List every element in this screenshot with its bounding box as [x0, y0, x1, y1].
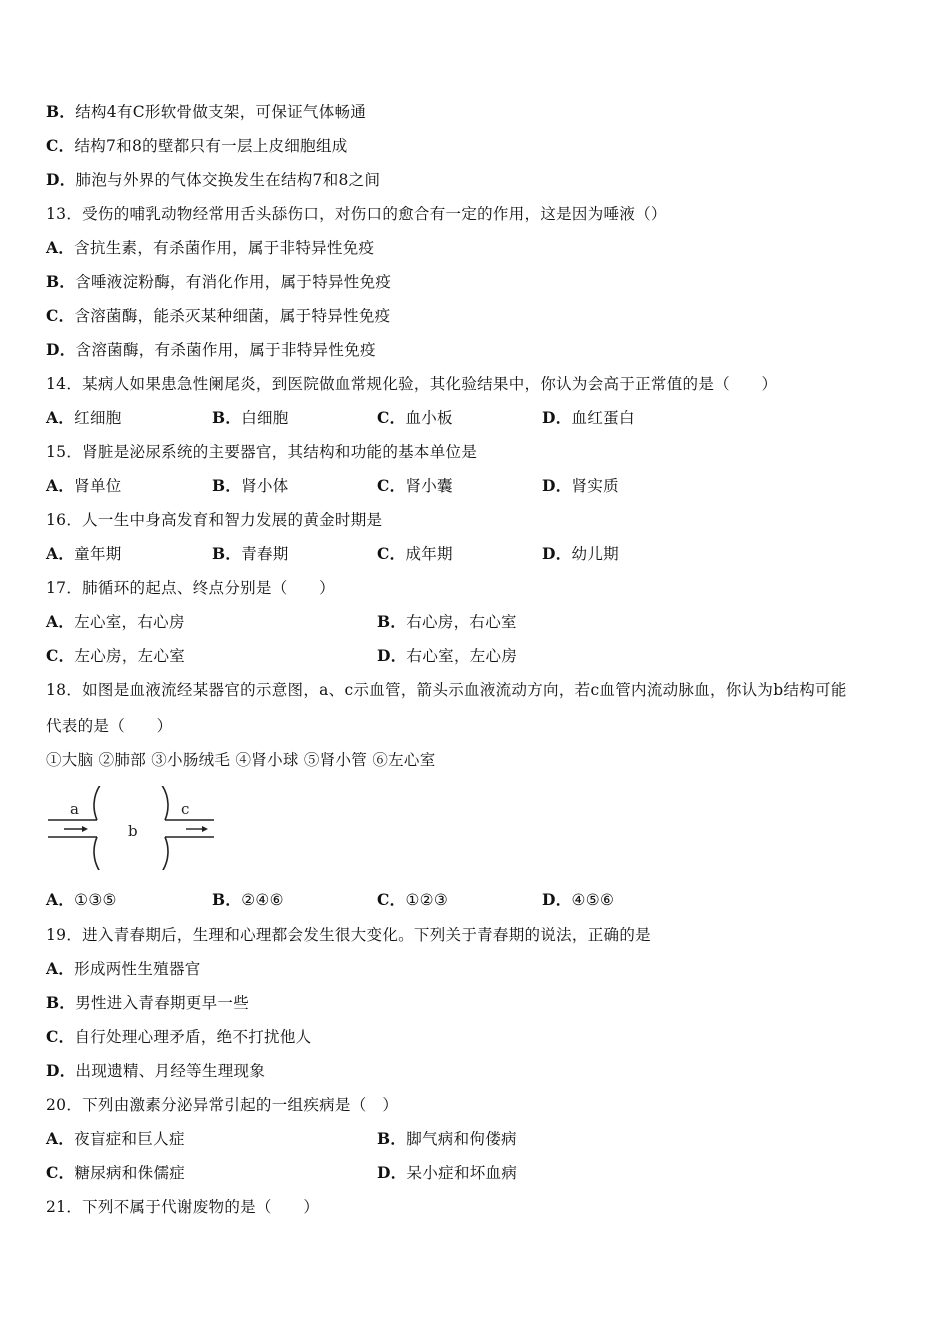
- option-text: 含溶菌酶，能杀灭某种细菌，属于特异性免疫: [74, 307, 391, 325]
- option-text: 肾单位: [74, 477, 122, 495]
- q14-option-c: [377, 408, 453, 428]
- q14-option-a: [46, 408, 122, 428]
- option-text: 男性进入青春期更早一些: [75, 994, 250, 1012]
- q12-option-d: [46, 170, 380, 190]
- option-text: 成年期: [405, 545, 453, 563]
- option-letter: A．: [46, 238, 75, 257]
- q20-options-row2: [46, 1163, 906, 1183]
- q17-option-b: [377, 612, 517, 632]
- blood-flow-diagram: [44, 786, 220, 870]
- q20-option-a: [46, 1129, 185, 1149]
- option-text: 左心室，右心房: [74, 613, 185, 631]
- q16-stem: 16．人一生中身高发育和智力发展的黄金时期是: [46, 511, 383, 529]
- option-text: 自行处理心理矛盾，绝不打扰他人: [74, 1028, 312, 1046]
- q14-option-d: [542, 408, 635, 428]
- option-text: 糖尿病和侏儒症: [74, 1164, 186, 1182]
- q14-stem: 14．某病人如果患急性阑尾炎，到医院做血常规化验，其化验结果中，你认为会高于正常值的是（ ）: [46, 375, 778, 393]
- q14-option-b: [212, 408, 289, 428]
- option-letter: B．: [212, 476, 242, 495]
- option-letter: C．: [46, 1163, 75, 1182]
- option-letter: B．: [46, 272, 76, 291]
- option-letter: B．: [377, 1129, 407, 1148]
- q19-option-c: [46, 1027, 311, 1047]
- option-text: 脚气病和佝偻病: [406, 1130, 517, 1148]
- option-text: ①③⑤: [74, 891, 117, 909]
- option-letter: A．: [46, 612, 75, 631]
- option-letter: D．: [542, 408, 572, 427]
- q15-option-d: [542, 476, 619, 496]
- option-text: 含抗生素，有杀菌作用，属于非特异性免疫: [74, 239, 375, 257]
- option-letter: C．: [46, 1027, 75, 1046]
- option-text: 青春期: [241, 545, 289, 563]
- option-letter: C．: [377, 408, 406, 427]
- option-text: 出现遗精、月经等生理现象: [75, 1062, 266, 1080]
- option-letter: D．: [542, 476, 572, 495]
- option-letter: A．: [46, 1129, 75, 1148]
- q21-stem: 21．下列不属于代谢废物的是（ ）: [46, 1198, 320, 1216]
- q16-option-c: [377, 544, 453, 564]
- option-letter: A．: [46, 408, 75, 427]
- option-letter: A．: [46, 544, 75, 563]
- q14-options: [46, 408, 906, 428]
- q13-option-b: [46, 272, 391, 292]
- q18-option-d: [542, 890, 614, 910]
- option-letter: C．: [377, 890, 406, 909]
- q20-option-b: [377, 1129, 517, 1149]
- q16-option-a: [46, 544, 122, 564]
- q18-choices: ①大脑 ②肺部 ③小肠绒毛 ④肾小球 ⑤肾小管 ⑥左心室: [46, 751, 436, 769]
- option-letter: D．: [46, 340, 76, 359]
- option-text: 结构4有C形软骨做支架，可保证气体畅通: [75, 103, 367, 121]
- option-letter: B．: [377, 612, 407, 631]
- option-text: 肾实质: [571, 477, 619, 495]
- q13-option-c: [46, 306, 390, 326]
- q16-options: [46, 544, 906, 564]
- option-letter: A．: [46, 476, 75, 495]
- q13-option-a: [46, 238, 374, 258]
- q18-options: [46, 890, 906, 910]
- label-a: a: [70, 800, 79, 818]
- q19-option-a: [46, 959, 201, 979]
- q19-option-b: [46, 993, 249, 1013]
- option-text: 童年期: [74, 545, 122, 563]
- option-letter: B．: [212, 890, 242, 909]
- q20-stem: 20．下列由激素分泌异常引起的一组疾病是（ ）: [46, 1096, 399, 1114]
- option-text: 含溶菌酶，有杀菌作用，属于非特异性免疫: [75, 341, 376, 359]
- option-letter: B．: [46, 102, 76, 121]
- option-text: 肾小囊: [405, 477, 453, 495]
- option-letter: A．: [46, 890, 75, 909]
- option-letter: B．: [212, 544, 242, 563]
- option-text: 血红蛋白: [571, 409, 635, 427]
- option-letter: B．: [46, 993, 76, 1012]
- option-text: 红细胞: [74, 409, 122, 427]
- option-letter: C．: [377, 476, 406, 495]
- option-text: 肾小体: [241, 477, 289, 495]
- q17-option-a: [46, 612, 185, 632]
- q15-option-a: [46, 476, 122, 496]
- option-letter: C．: [46, 306, 75, 325]
- option-text: 白细胞: [241, 409, 289, 427]
- option-text: ④⑤⑥: [571, 891, 615, 909]
- option-text: 右心房，右心室: [406, 613, 517, 631]
- q20-option-d: [377, 1163, 517, 1183]
- q15-option-b: [212, 476, 289, 496]
- q17-options-row2: [46, 646, 906, 666]
- option-letter: D．: [542, 890, 572, 909]
- q13-option-d: [46, 340, 376, 360]
- q15-stem: 15．肾脏是泌尿系统的主要器官，其结构和功能的基本单位是: [46, 443, 478, 461]
- option-text: 结构7和8的壁都只有一层上皮细胞组成: [74, 137, 348, 155]
- option-text: 夜盲症和巨人症: [74, 1130, 185, 1148]
- q19-option-d: [46, 1061, 265, 1081]
- flow-arrow-c-head: [202, 826, 208, 832]
- q18-option-a: [46, 890, 117, 910]
- option-text: 形成两性生殖器官: [74, 960, 201, 978]
- option-text: 含唾液淀粉酶，有消化作用，属于特异性免疫: [75, 273, 392, 291]
- q13-stem: 13．受伤的哺乳动物经常用舌头舔伤口，对伤口的愈合有一定的作用，这是因为唾液（）: [46, 205, 667, 223]
- option-letter: D．: [46, 1061, 76, 1080]
- q18-option-b: [212, 890, 284, 910]
- q18-option-c: [377, 890, 448, 910]
- option-text: 呆小症和坏血病: [406, 1164, 518, 1182]
- option-letter: D．: [46, 170, 76, 189]
- option-text: ①②③: [405, 891, 449, 909]
- option-text: 血小板: [405, 409, 453, 427]
- option-text: ②④⑥: [241, 891, 284, 909]
- q12-option-b: [46, 102, 366, 122]
- option-letter: C．: [46, 136, 75, 155]
- option-text: 右心室，左心房: [406, 647, 518, 665]
- flow-arrow-a-head: [82, 826, 88, 832]
- option-letter: A．: [46, 959, 75, 978]
- option-letter: D．: [377, 1163, 407, 1182]
- option-letter: C．: [377, 544, 406, 563]
- q18-stem-line1: 18．如图是血液流经某器官的示意图，a、c示血管，箭头示血液流动方向，若c血管内流动脉血，你认为b结构可能: [46, 681, 847, 699]
- q15-option-c: [377, 476, 453, 496]
- label-c: c: [181, 800, 190, 818]
- q17-options-row1: [46, 612, 906, 632]
- q12-option-c: [46, 136, 348, 156]
- q16-option-d: [542, 544, 619, 564]
- q16-option-b: [212, 544, 289, 564]
- q18-stem-line2: 代表的是（ ）: [46, 717, 173, 735]
- option-letter: B．: [212, 408, 242, 427]
- option-letter: D．: [542, 544, 572, 563]
- option-text: 幼儿期: [571, 545, 619, 563]
- q15-options: [46, 476, 906, 496]
- option-letter: D．: [377, 646, 407, 665]
- q20-option-c: [46, 1163, 185, 1183]
- option-letter: C．: [46, 646, 75, 665]
- q17-option-d: [377, 646, 517, 666]
- option-text: 肺泡与外界的气体交换发生在结构7和8之间: [75, 171, 381, 189]
- label-b: b: [128, 822, 138, 840]
- q20-options-row1: [46, 1129, 906, 1149]
- option-text: 左心房，左心室: [74, 647, 186, 665]
- q17-option-c: [46, 646, 185, 666]
- q17-stem: 17．肺循环的起点、终点分别是（ ）: [46, 579, 335, 597]
- q19-stem: 19．进入青春期后，生理和心理都会发生很大变化。下列关于青春期的说法，正确的是: [46, 926, 651, 944]
